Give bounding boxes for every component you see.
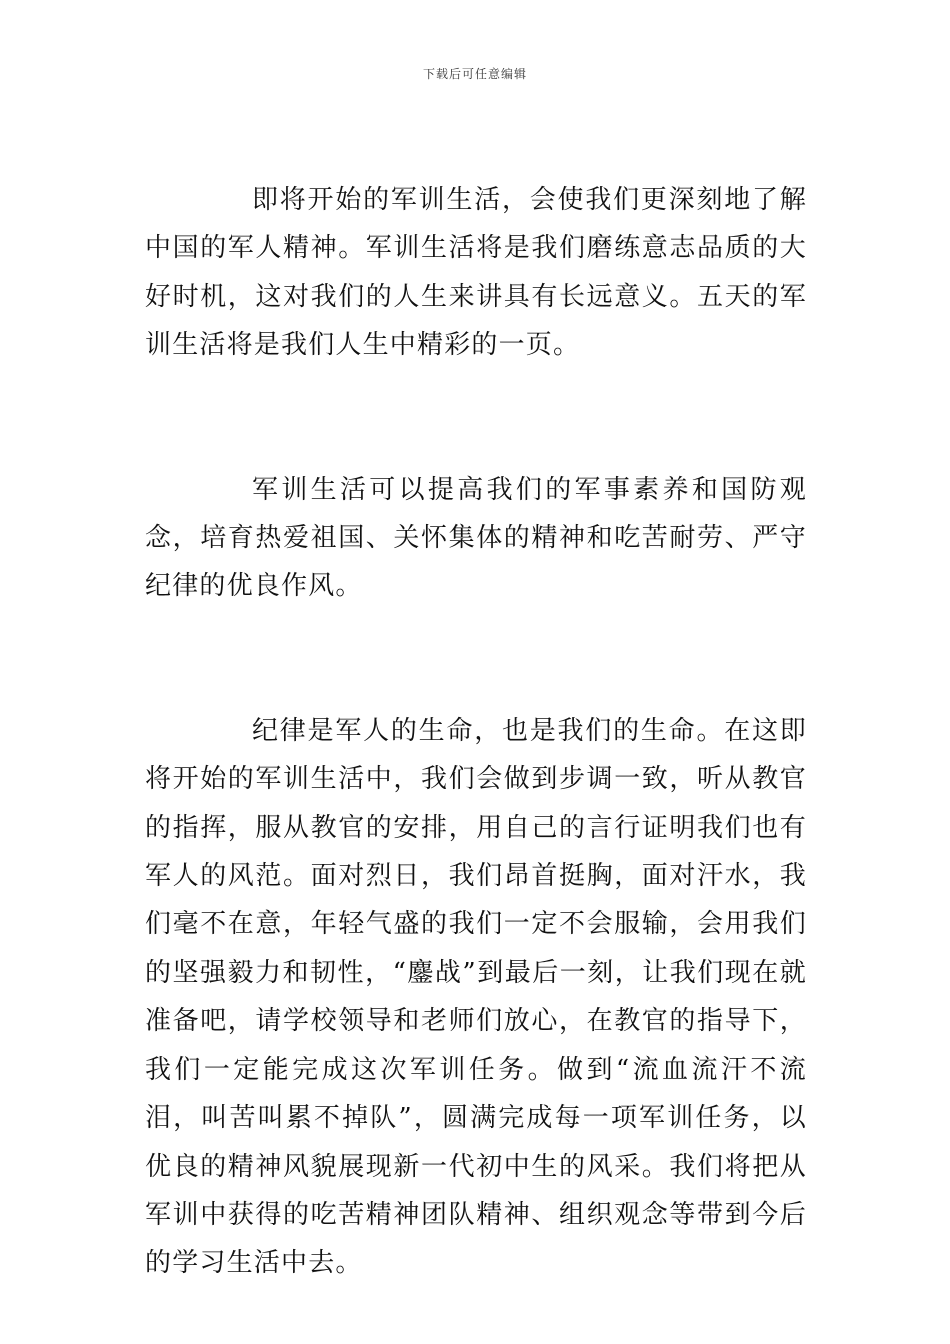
paragraph-1: 即将开始的军训生活，会使我们更深刻地了解中国的军人精神。军训生活将是我们磨练意志品质的大好时机，这对我们的人生来讲具有长远意义。五天的军训生活将是我们人生中精彩的一页。 [145, 185, 807, 361]
document-body [145, 176, 807, 1288]
page-header: 下载后可任意编辑 [422, 67, 527, 81]
paragraph-2: 军训生活可以提高我们的军事素养和国防观念，培育热爱祖国、关怀集体的精神和吃苦耐劳、严守纪律的优良作风。 [145, 474, 807, 602]
paragraph-3: 纪律是军人的生命，也是我们的生命。在这即将开始的军训生活中，我们会做到步调一致，听从教官的指挥，服从教官的安排，用自己的言行证明我们也有军人的风范。面对烈日，我们昂首挺胸，面对汗水，我们毫不在意，年轻气盛的我们一定不会服输，会用我们的坚强毅力和韧性，“鏖战”到最后一刻，让我们现在就准备吧，请学校领导和老师们放心，在教官的指导下，我们一定能完成这次军训任务。做到“流血流汗不流泪，叫苦叫累不掉队”，圆满完成每一项军训任务，以优良的精神风貌展现新一代初中生的风采。我们将把从军训中获得的吃苦精神团队精神、组织观念等带到今后的学习生活中去。 [145, 715, 807, 1279]
